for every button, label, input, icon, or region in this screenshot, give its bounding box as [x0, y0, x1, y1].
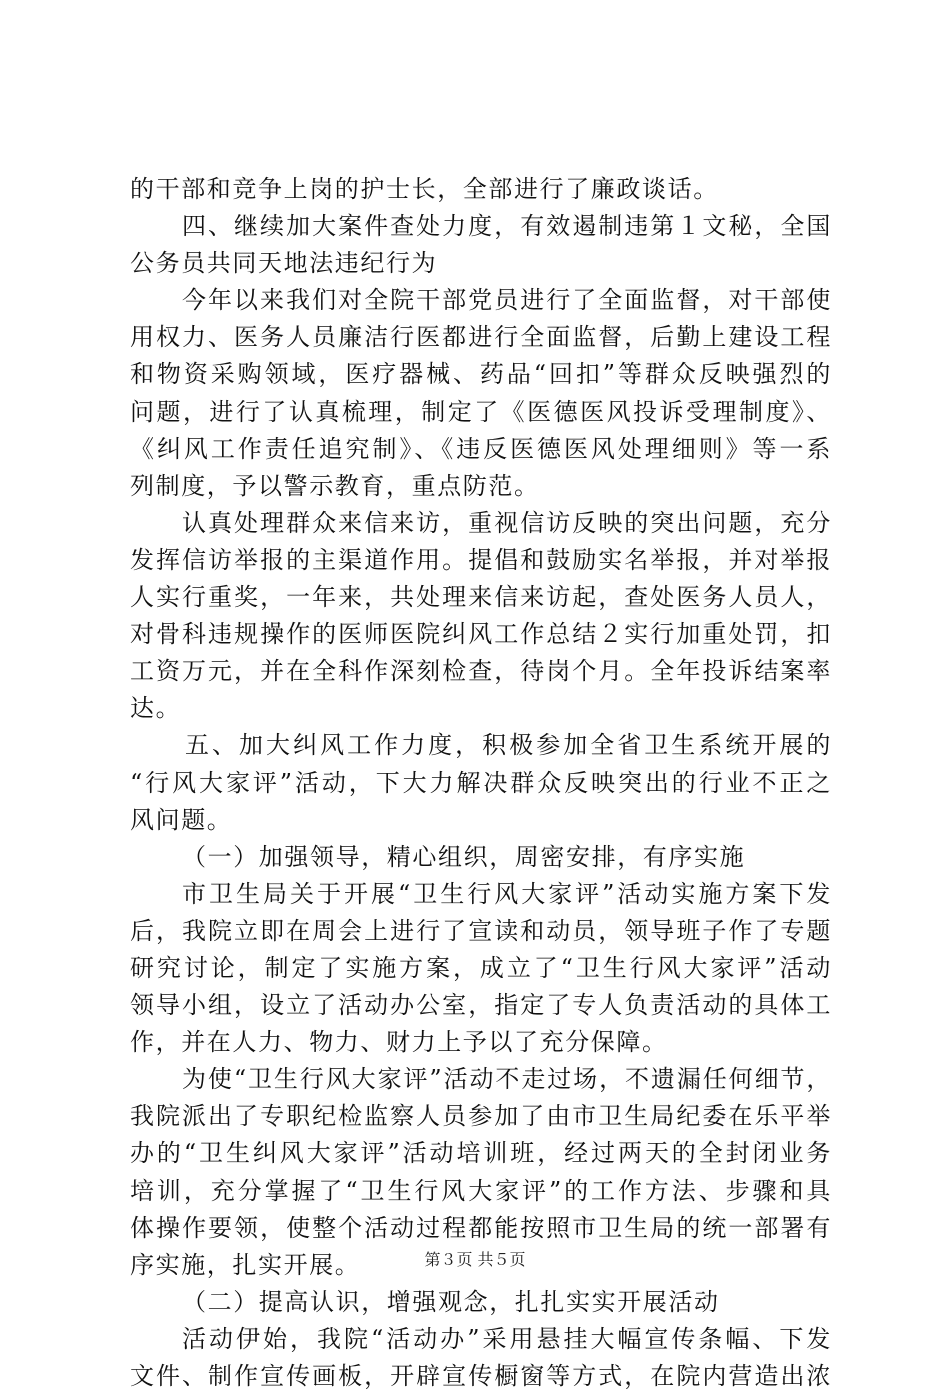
- paragraph-start: 市卫生局关于开展“卫生行风大家评”活动实施方案下发: [182, 879, 832, 908]
- text-line: 达。: [130, 694, 182, 723]
- text-line: 我院派出了专职纪检监察人员参加了由市卫生局纪委在乐平举: [130, 1102, 832, 1131]
- text-line: 体操作要领，使整个活动过程都能按照市卫生局的统一部署有: [130, 1213, 832, 1242]
- text-line: 工资万元，并在全科作深刻检查，待岗个月。全年投诉结案率: [130, 657, 832, 686]
- text-line: “行风大家评”活动，下大力解决群众反映突出的行业不正之: [130, 768, 832, 797]
- text-line: 培训，充分掌握了“卫生行风大家评”的工作方法、步骤和具: [130, 1176, 832, 1205]
- subheading-1: （一）加强领导，精心组织，周密安排，有序实施: [182, 842, 746, 871]
- text-line: 的干部和竞争上岗的护士长，全部进行了廉政谈话。: [130, 175, 719, 203]
- section-heading-4: 四、继续加大案件查处力度，有效遏制违第１文秘，全国: [182, 212, 832, 241]
- text-line: 公务员共同天地法违纪行为: [130, 249, 438, 278]
- text-line: 后，我院立即在周会上进行了宣读和动员，领导班子作了专题: [130, 916, 832, 945]
- text-line: 领导小组，设立了活动办公室，指定了专人负责活动的具体工: [130, 991, 832, 1020]
- paragraph-start: 为使“卫生行风大家评”活动不走过场，不遗漏任何细节，: [182, 1065, 832, 1094]
- paragraph-start: 认真处理群众来信来访，重视信访反映的突出问题，充分: [182, 508, 832, 537]
- text-line: 作，并在人力、物力、财力上予以了充分保障。: [130, 1028, 668, 1057]
- text-line: 对骨科违规操作的医师医院纠风工作总结２实行加重处罚，扣: [130, 620, 832, 649]
- text-line: 发挥信访举报的主渠道作用。提倡和鼓励实名举报，并对举报: [130, 545, 832, 574]
- text-line: 文件、制作宣传画板，开辟宣传橱窗等方式，在院内营造出浓: [130, 1362, 832, 1390]
- text-line: 风问题。: [130, 805, 233, 834]
- paragraph-start: 今年以来我们对全院干部党员进行了全面监督，对干部使: [182, 286, 832, 315]
- text-line: 研究讨论，制定了实施方案，成立了“卫生行风大家评”活动: [130, 953, 832, 982]
- paragraph-start: 活动伊始，我院“活动办”采用悬挂大幅宣传条幅、下发: [182, 1324, 832, 1353]
- text-line: 列制度，予以警示教育，重点防范。: [130, 471, 540, 500]
- text-line: 和物资采购领域，医疗器械、药品“回扣”等群众反映强烈的: [130, 360, 832, 389]
- document-body: [130, 171, 832, 1395]
- subheading-2: （二）提高认识，增强观念，扎扎实实开展活动: [182, 1287, 720, 1316]
- text-line: 用权力、医务人员廉洁行医都进行全面监督，后勤上建设工程: [130, 323, 832, 352]
- text-line: 人实行重奖，一年来，共处理来信来访起，查处医务人员人，: [130, 583, 832, 612]
- text-line: 问题，进行了认真梳理，制定了《医德医风投诉受理制度》、: [130, 397, 832, 426]
- text-line: 序实施，扎实开展。: [130, 1250, 361, 1279]
- page-number: 第３页 共５页: [424, 1250, 526, 1269]
- text-line: 办的“卫生纠风大家评”活动培训班，经过两天的全封闭业务: [130, 1139, 832, 1168]
- text-line: 《纠风工作责任追究制》、《违反医德医风处理细则》等一系: [130, 434, 832, 463]
- section-heading-5: 五、加大纠风工作力度，积极参加全省卫生系统开展的: [185, 731, 832, 760]
